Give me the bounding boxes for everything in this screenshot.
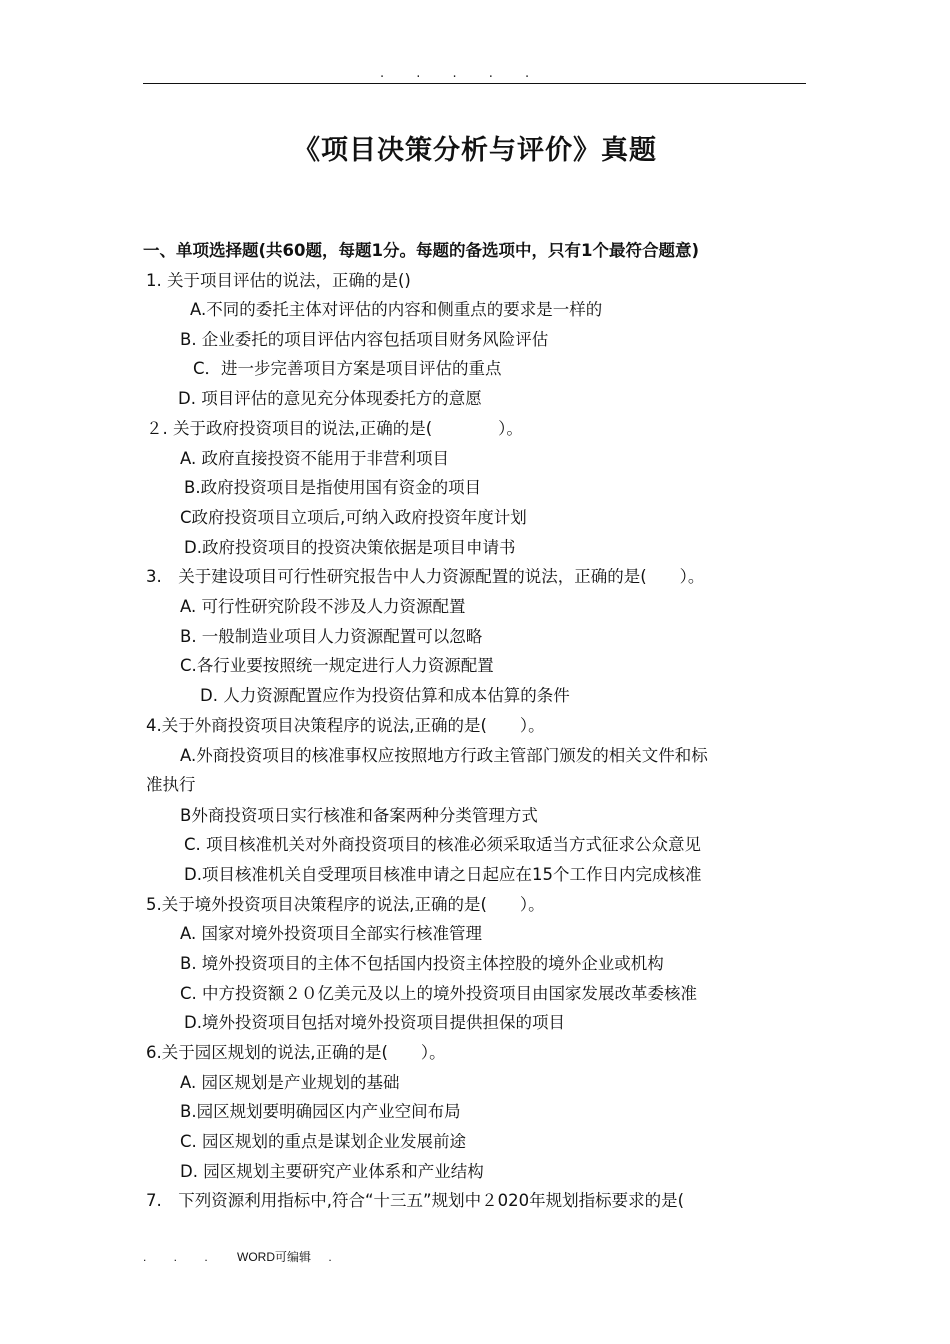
q4-option-d: D.项目核准机关自受理项目核准申请之日起应在15个工作日内完成核准 [184, 865, 702, 884]
q6-option-d: D. 园区规划主要研究产业体系和产业结构 [180, 1162, 484, 1181]
q2-option-d: D.政府投资项目的投资决策依据是项目申请书 [184, 538, 516, 557]
q4-option-a-cont: 准执行 [146, 775, 196, 794]
q6-option-c: C. 园区规划的重点是谋划企业发展前途 [180, 1132, 467, 1151]
q1-option-d: D. 项目评估的意见充分体现委托方的意愿 [178, 389, 482, 408]
q1-option-b: B. 企业委托的项目评估内容包括项目财务风险评估 [180, 330, 549, 349]
q5-option-a: A. 国家对境外投资项目全部实行核准管理 [180, 924, 482, 943]
header-dots: . . . . . [380, 66, 544, 81]
q3-option-c: C.各行业要按照统一规定进行人力资源配置 [180, 656, 494, 675]
q5-option-d: D.境外投资项目包括对境外投资项目提供担保的项目 [184, 1013, 565, 1032]
question-5: 5.关于境外投资项目决策程序的说法,正确的是( ）。 [146, 895, 545, 914]
page-title: 《项目决策分析与评价》真题 [293, 135, 657, 166]
question-4: 4.关于外商投资项目决策程序的说法,正确的是( ）。 [146, 716, 545, 735]
q3-option-b: B. 一般制造业项目人力资源配置可以忽略 [180, 627, 483, 646]
page-footer [143, 1248, 332, 1265]
q4-option-b: B外商投资项日实行核准和备案两种分类管理方式 [180, 806, 538, 825]
question-2: ２. 关于政府投资项目的说法,正确的是( ）。 [146, 419, 523, 438]
q6-option-b: B.园区规划要明确园区内产业空间布局 [180, 1102, 461, 1121]
q3-option-d: D. 人力资源配置应作为投资估算和成本估算的条件 [200, 686, 570, 705]
q5-option-b: B. 境外投资项目的主体不包括国内投资主体控股的境外企业或机构 [180, 954, 664, 973]
q5-option-c: C. 中方投资额２０亿美元及以上的境外投资项目由国家发展改革委核准 [180, 984, 698, 1003]
question-6: 6.关于园区规划的说法,正确的是( ）。 [146, 1043, 446, 1062]
q2-option-a: A. 政府直接投资不能用于非营利项目 [180, 449, 449, 468]
header-rule [143, 83, 806, 84]
q3-option-a: A. 可行性研究阶段不涉及人力资源配置 [180, 597, 466, 616]
footer-trail: . [328, 1250, 332, 1264]
section-heading: 一、单项选择题(共60题，每题1分。每题的备选项中，只有1个最符合题意) [143, 241, 700, 260]
q1-option-a: A.不同的委托主体对评估的内容和侧重点的要求是一样的 [190, 300, 603, 319]
q6-option-a: A. 园区规划是产业规划的基础 [180, 1073, 400, 1092]
question-1: 1. 关于项目评估的说法，正确的是() [146, 271, 411, 290]
q4-option-a: A.外商投资项目的核准事权应按照地方行政主管部门颁发的相关文件和标 [180, 746, 708, 765]
question-3: 3. 关于建设项目可行性研究报告中人力资源配置的说法，正确的是( ）。 [146, 567, 705, 586]
footer-dots: . . . [143, 1250, 220, 1264]
q2-option-b: B.政府投资项目是指使用国有资金的项目 [184, 478, 482, 497]
q2-option-c: C政府投资项目立项后,可纳入政府投资年度计划 [180, 508, 527, 527]
q4-option-c: C. 项目核准机关对外商投资项目的核准必须采取适当方式征求公众意见 [184, 835, 702, 854]
question-7: 7. 下列资源利用指标中,符合“十三五”规划中２020年规划指标要求的是( [146, 1191, 685, 1210]
q1-option-c: C．进一步完善项目方案是项目评估的重点 [193, 359, 502, 378]
footer-label: WORD可编辑 [237, 1250, 312, 1264]
